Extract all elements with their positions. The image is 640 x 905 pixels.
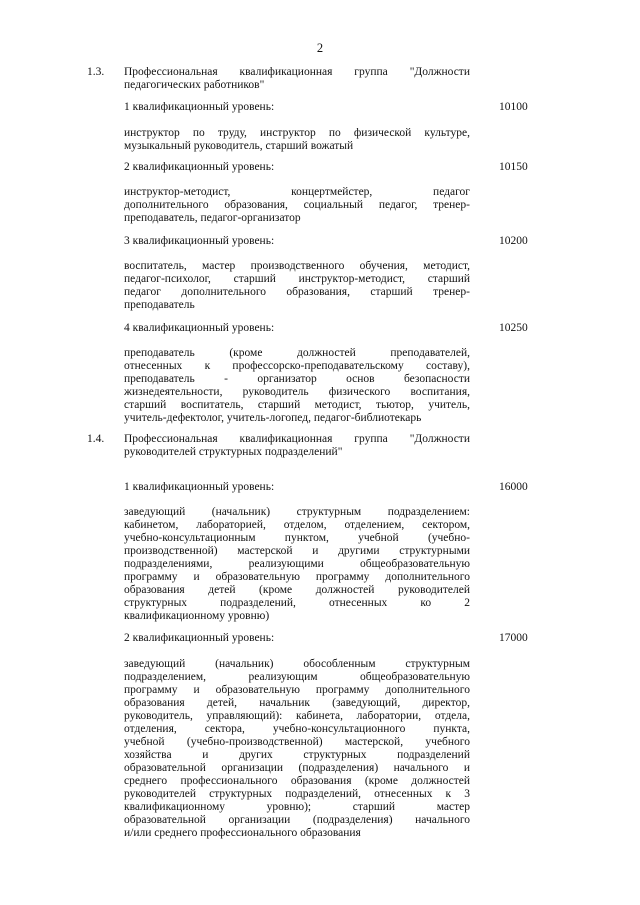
level-code: 10200	[499, 235, 528, 247]
description-line: дополнительного образования, социальный педагог, тренер-	[124, 199, 470, 211]
section-title-line: руководителей структурных подразделений"	[124, 446, 343, 458]
description-line: воспитатель, мастер производственного обучения, методист,	[124, 260, 470, 272]
level-description	[124, 506, 470, 623]
level-description	[124, 127, 470, 153]
description-line: руководителей структурных подразделений, отнесенных к 3	[124, 788, 470, 800]
description-line: учитель-дефектолог, учитель-логопед, педагог-библиотекарь	[124, 412, 422, 424]
level-label: 3 квалификационный уровень:	[124, 235, 275, 247]
description-line: квалификационному уровню)	[124, 610, 270, 622]
level-label: 1 квалификационный уровень:	[124, 481, 275, 493]
level-code: 10250	[499, 322, 528, 334]
level-description	[124, 260, 470, 312]
description-line: преподаватель - организатор основ безопасности	[124, 373, 470, 385]
level-label: 4 квалификационный уровень:	[124, 322, 275, 334]
level-description	[124, 347, 470, 425]
level-label: 2 квалификационный уровень:	[124, 161, 275, 173]
level-description	[124, 658, 470, 840]
description-line: отделения, сектора, учебно-консультационного пункта,	[124, 723, 470, 735]
level-code: 10100	[499, 101, 528, 113]
description-line: хозяйства и других структурных подразделений	[124, 749, 470, 761]
level-label: 2 квалификационный уровень:	[124, 632, 275, 644]
description-line: заведующий (начальник) обособленным структурным	[124, 658, 470, 670]
description-line: преподаватель	[124, 299, 195, 311]
section-title	[124, 66, 470, 92]
description-line: педагог дополнительного образования, старший тренер-	[124, 286, 470, 298]
description-line: образовательной организации (подразделения) начального	[124, 814, 470, 826]
description-line: музыкальный руководитель, старший вожатый	[124, 140, 354, 152]
description-line: руководитель, управляющий): кабинета, лаборатории, отдела,	[124, 710, 470, 722]
description-line: учебной (учебно-производственной) мастерской, учебного	[124, 736, 470, 748]
section-title-line: Профессиональная квалификационная группа "Должности	[124, 433, 470, 445]
description-line: кабинетом, лабораторией, отделом, отделением, сектором,	[124, 519, 470, 531]
level-code: 10150	[499, 161, 528, 173]
description-line: преподаватель, педагог-организатор	[124, 212, 301, 224]
description-line: подразделениями, реализующими общеобразовательную	[124, 558, 470, 570]
section-number: 1.3.	[87, 66, 105, 78]
description-line: старший воспитатель, старший методист, тьютор, учитель,	[124, 399, 470, 411]
description-line: подразделением, реализующим общеобразовательную	[124, 671, 470, 683]
level-description	[124, 186, 470, 225]
description-line: жизнедеятельности, руководитель физического воспитания,	[124, 386, 470, 398]
description-line: педагог-психолог, старший инструктор-методист, старший	[124, 273, 470, 285]
description-line: образования детей (кроме должностей руководителей	[124, 584, 470, 596]
description-line: среднего профессионального образования (кроме должностей	[124, 775, 470, 787]
level-code: 16000	[499, 481, 528, 493]
description-line: преподаватель (кроме должностей преподавателей,	[124, 347, 470, 359]
description-line: инструктор-методист, концертмейстер, педагог	[124, 186, 470, 198]
description-line: программу и образовательную программу дополнительного	[124, 684, 470, 696]
level-code: 17000	[499, 632, 528, 644]
description-line: учебно-консультационным пунктом, учебной (учебно-	[124, 532, 470, 544]
description-line: квалификационному уровню); старший мастер	[124, 801, 470, 813]
description-line: программу и образовательную программу дополнительного	[124, 571, 470, 583]
section-number: 1.4.	[87, 433, 105, 445]
description-line: инструктор по труду, инструктор по физической культуре,	[124, 127, 470, 139]
description-line: и/или среднего профессионального образования	[124, 827, 361, 839]
level-label: 1 квалификационный уровень:	[124, 101, 275, 113]
description-line: производственной) мастерской и другими структурными	[124, 545, 470, 557]
section-title-line: педагогических работников"	[124, 79, 265, 91]
section-title	[124, 433, 470, 459]
description-line: образования детей, начальник (заведующий, директор,	[124, 697, 470, 709]
page-number: 2	[316, 41, 324, 55]
description-line: образовательной организации (подразделения) начального и	[124, 762, 470, 774]
description-line: заведующий (начальник) структурным подразделением:	[124, 506, 470, 518]
section-title-line: Профессиональная квалификационная группа "Должности	[124, 66, 470, 78]
description-line: отнесенных к профессорско-преподавательскому составу),	[124, 360, 470, 372]
description-line: структурных подразделений, отнесенных ко 2	[124, 597, 470, 609]
